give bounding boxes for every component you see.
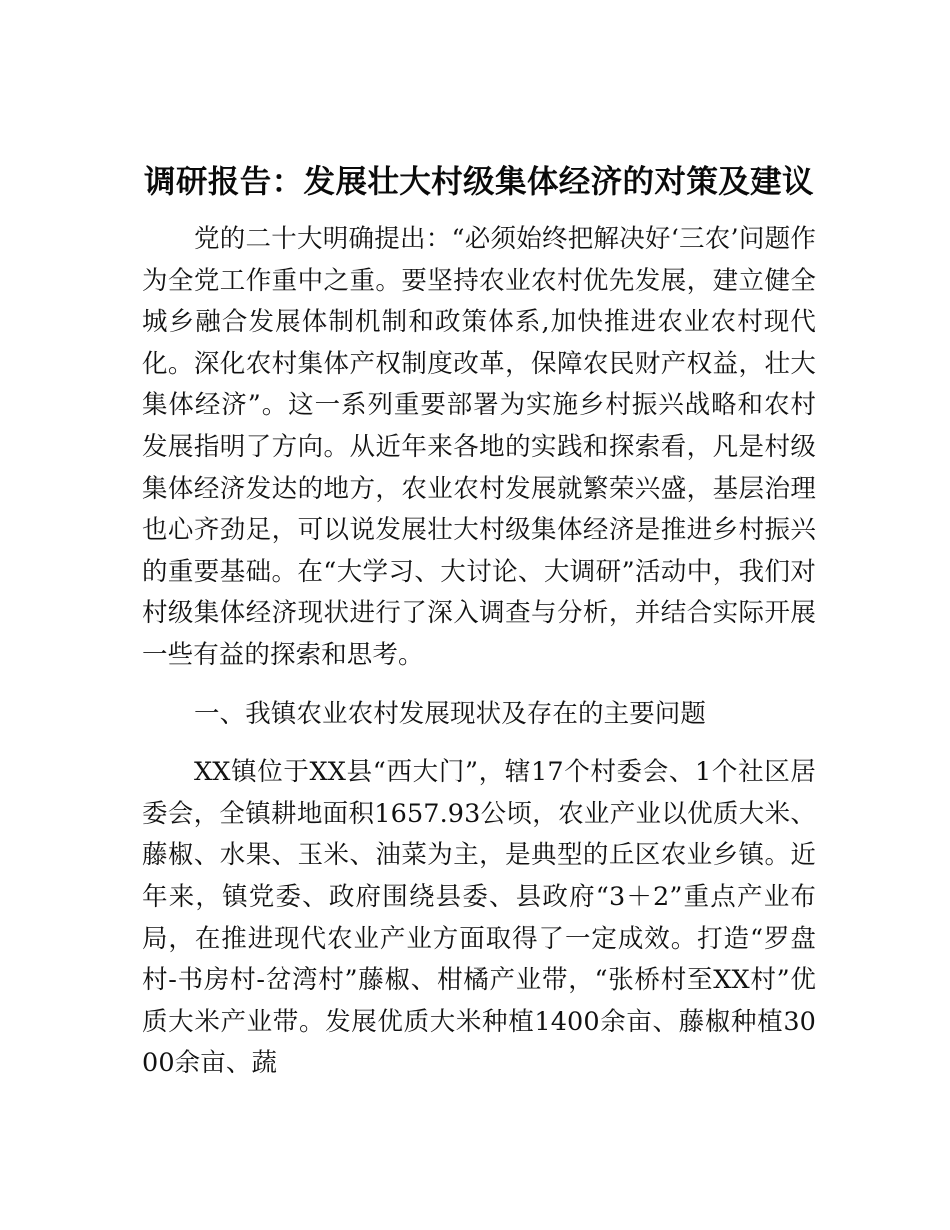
body-paragraph-2: XX镇位于XX县“西大门”，辖17个村委会、1个社区居委会，全镇耕地面积1657.93公顷，农业产业以优质大米、藤椒、水果、玉米、油菜为主，是典型的丘区农业乡镇。近年来，镇党委、政府围绕县委、县政府“3＋2”重点产业布局，在推进现代农业产业方面取得了一定成效。打造“罗盘村-书房村-岔湾村”藤椒、柑橘产业带，“张桥村至XX村”优质大米产业带。发展优质大米种植1400余亩、藤椒种植3000余亩、蔬 (142, 757, 816, 1079)
paragraph-2-clip (142, 735, 816, 1085)
section-heading-1: 一、我镇农业农村发展现状及存在的主要问题 (194, 698, 707, 729)
body-paragraph-1: 党的二十大明确提出：“必须始终把解决好‘三农’问题作为全党工作重中之重。要坚持农业农村优先发展，建立健全城乡融合发展体制机制和政策体系,加快推进农业农村现代化。深化农村集体产权制度改革，保障农民财产权益，壮大集体经济”。这一系列重要部署为实施乡村振兴战略和农村发展指明了方向。从近年来各地的实践和探索看，凡是村级集体经济发达的地方，农业农村发展就繁荣兴盛，基层治理也心齐劲足，可以说发展壮大村级集体经济是推进乡村振兴的重要基础。在“大学习、大讨论、大调研”活动中，我们对村级集体经济现状进行了深入调查与分析，并结合实际开展一些有益的探索和思考。 (142, 224, 816, 670)
document-content-area (142, 160, 816, 1085)
page-title: 调研报告：发展壮大村级集体经济的对策及建议 (144, 164, 814, 200)
